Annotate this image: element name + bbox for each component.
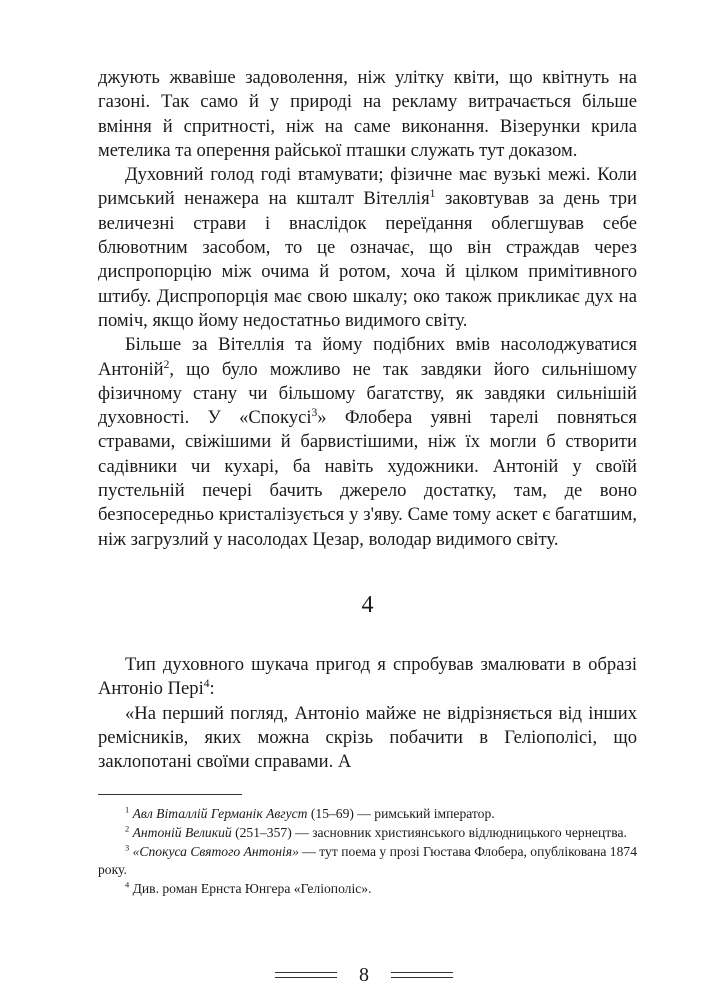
footnote-2-title: Антоній Великий [132, 825, 232, 841]
paragraph-5: «На перший погляд, Антоніо майже не відрізняється від інших ремісників, яких можна скрізь побачити в Геліополісі, що заклопотані своїми справами. А [98, 702, 637, 773]
footnote-3 [98, 843, 637, 880]
footnote-4-number: 4 [125, 879, 130, 890]
footnote-2-number: 2 [125, 823, 130, 834]
footnote-ref-2: 2 [163, 358, 170, 371]
footnote-2 [98, 824, 637, 843]
footnote-1-number: 1 [125, 804, 130, 815]
footnote-ref-3: 3 [311, 406, 318, 419]
page-content [98, 66, 637, 898]
section-number: 4 [361, 591, 374, 618]
footnote-3-number: 3 [125, 842, 130, 853]
paragraph-4-text-b: : [209, 678, 215, 700]
page-number: 8 [359, 963, 369, 986]
paragraph-2-text-a: Духовний голод годі втамувати; фізичне має вузькі межі. Коли римський ненажера на кшталт Вітеллія [98, 164, 637, 210]
footnote-3-text: — тут поема у прозі Гюстава Флобера, опублікована 1874 року. [98, 843, 637, 878]
paragraph-2 [98, 163, 637, 333]
footnote-4-text: Див. роман Ернста Юнгера «Геліополіс». [129, 880, 372, 896]
footnote-3-title: «Спокуса Святого Антонія» [132, 843, 299, 859]
paragraph-3-text-b: , що було можливо не так завдяки його сильнішому фізичному стану чи більшому багатству, як завдяки сильнішій духовності. У «Спокусі [98, 358, 637, 429]
paragraph-4-text-a: Тип духовного шукача пригод я спробував змалювати в образі Антоніо Пері [98, 653, 637, 700]
footnote-ref-4: 4 [203, 678, 210, 691]
footer-rule-right [391, 972, 453, 978]
footnote-1 [98, 805, 637, 824]
footnote-separator [98, 794, 242, 795]
paragraph-1: джують жвавіше задоволення, ніж улітку квіти, що квітнуть на газоні. Так само й у природі на рекламу витрачається більше вміння й спритності, ніж на саме виконання. Візерунки крила метелика та оперення райської пташки служать тут доказом. [98, 67, 637, 161]
footnote-2-text: (251–357) — засновник християнського відлюдницького чернецтва. [231, 825, 627, 841]
footnote-4 [98, 880, 637, 899]
footnote-ref-1: 1 [429, 188, 436, 201]
footnote-1-title: Авл Віталлій Германік Август [132, 806, 308, 822]
footer-rule-left [275, 972, 337, 978]
paragraph-4 [98, 653, 637, 702]
paragraph-3-text-a: Більше за Вітеллія та йому подібних вмів насолоджуватися Антоній [98, 334, 637, 380]
paragraph-3-text-c: » Флобера уявні тарелі повняться стравами, свіжішими й барвистішими, ніж їх могли б створити садівники чи кухарі, ба навіть художники. Антоній у своїй пустельній печері бачить джерело достатку, там, де воно безпосередньо кристалізується у з'яву. Саме тому аскет є багатшим, ніж загрузлий у насолодах Цезар, володар видимого світу. [98, 407, 637, 550]
paragraph-3 [98, 333, 637, 552]
paragraph-2-text-b: заковтував за день три величезні страви і внаслідок переїдання облегшував себе блювотним засобом, то це означає, що він страждав через диспропорцію між очима й ротом, хоча й цілком примітивного штибу. Диспропорція має свою шкалу; око також прикликає дух на поміч, якщо йому недостатньо видимого світу. [98, 188, 637, 331]
footnote-1-text: (15–69) — римський імператор. [307, 806, 495, 822]
page-footer [0, 962, 728, 988]
